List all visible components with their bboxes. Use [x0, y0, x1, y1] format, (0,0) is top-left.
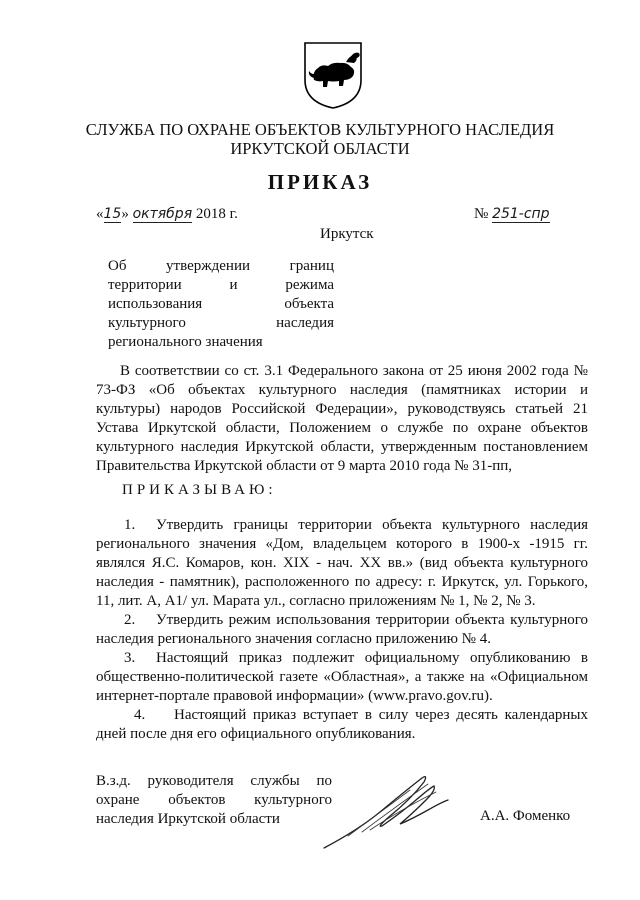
number-value: 251-спр: [492, 206, 550, 222]
item-number: 4.: [134, 707, 146, 723]
item-number: 3.: [124, 650, 136, 666]
signer-position: [96, 772, 332, 829]
order-number: [474, 206, 550, 223]
signer-position-line1: В.з.д. руководителя службы по: [96, 773, 332, 789]
agency-name-line2: ИРКУТСКОЙ ОБЛАСТИ: [230, 139, 410, 158]
item-text: Утвердить режим использования территории объекта культурного наследия регионального значения согласно приложению № 4.: [96, 612, 588, 647]
agency-name-line1: СЛУЖБА ПО ОХРАНЕ ОБЪЕКТОВ КУЛЬТУРНОГО НАСЛЕДИЯ: [85, 120, 555, 139]
order-directive: ПРИКАЗЫВАЮ:: [122, 482, 277, 498]
signer-position-line2: охране объектов культурного: [96, 792, 332, 808]
date-year: 2018 г.: [195, 206, 238, 222]
item-text: Утвердить границы территории объекта культурного наследия регионального значения «Дом, владельцем которого в 1900-х -1915 гг. являлся Я.С. Комаров, кон. XIX - нач. XX вв.» (вид объекта культурного наследия - памятник), расположенного по адресу: г. Иркутск, ул. Горького, 11, лит. А, А1/ ул. Марата ул., согласно приложениям № 1, № 2, № 3.: [96, 517, 588, 609]
order-items: [96, 516, 588, 744]
item-text: Настоящий приказ подлежит официальному опубликованию в общественно-политической газете «Областная», а также на «Официальном интернет-портале правовой информации» (www.pravo.gov.ru).: [96, 650, 588, 704]
document-title: ПРИКАЗ: [267, 170, 373, 194]
date-day: 15: [103, 206, 122, 222]
order-subject: Об утверждении границ территории и режима использования объекта культурного наследия регионального значения: [108, 258, 334, 350]
order-item: [96, 649, 588, 706]
item-number: 2.: [124, 612, 136, 628]
preamble-paragraph: В соответствии со ст. 3.1 Федерального закона от 25 июня 2002 года № 73-ФЗ «Об объектах культурного наследия (памятниках истории и культуры) народов Российской Федерации», руководствуясь статьей 21 Устава Иркутской области, Положением о службе по охране объектов культурного наследия Иркутской области, утвержденным постановлением Правительства Иркутской области от 9 марта 2010 года № 31-пп,: [96, 363, 588, 474]
item-number: 1.: [124, 517, 136, 533]
signature-icon: [318, 770, 458, 854]
city: Иркутск: [320, 226, 374, 242]
order-date: [96, 206, 238, 223]
coat-of-arms-icon: [300, 38, 366, 110]
order-item: [96, 516, 588, 611]
date-quote-open: «: [96, 206, 104, 222]
signer-position-line3: наследия Иркутской области: [96, 811, 280, 827]
signer-name: А.А. Фоменко: [480, 808, 571, 824]
date-quote-close: »: [121, 206, 129, 222]
order-item: [96, 611, 588, 649]
order-item: [96, 706, 588, 744]
date-month: октября: [132, 206, 193, 222]
number-sign: №: [474, 206, 489, 222]
item-text: Настоящий приказ вступает в силу через десять календарных дней после дня его официального опубликования.: [96, 707, 588, 742]
